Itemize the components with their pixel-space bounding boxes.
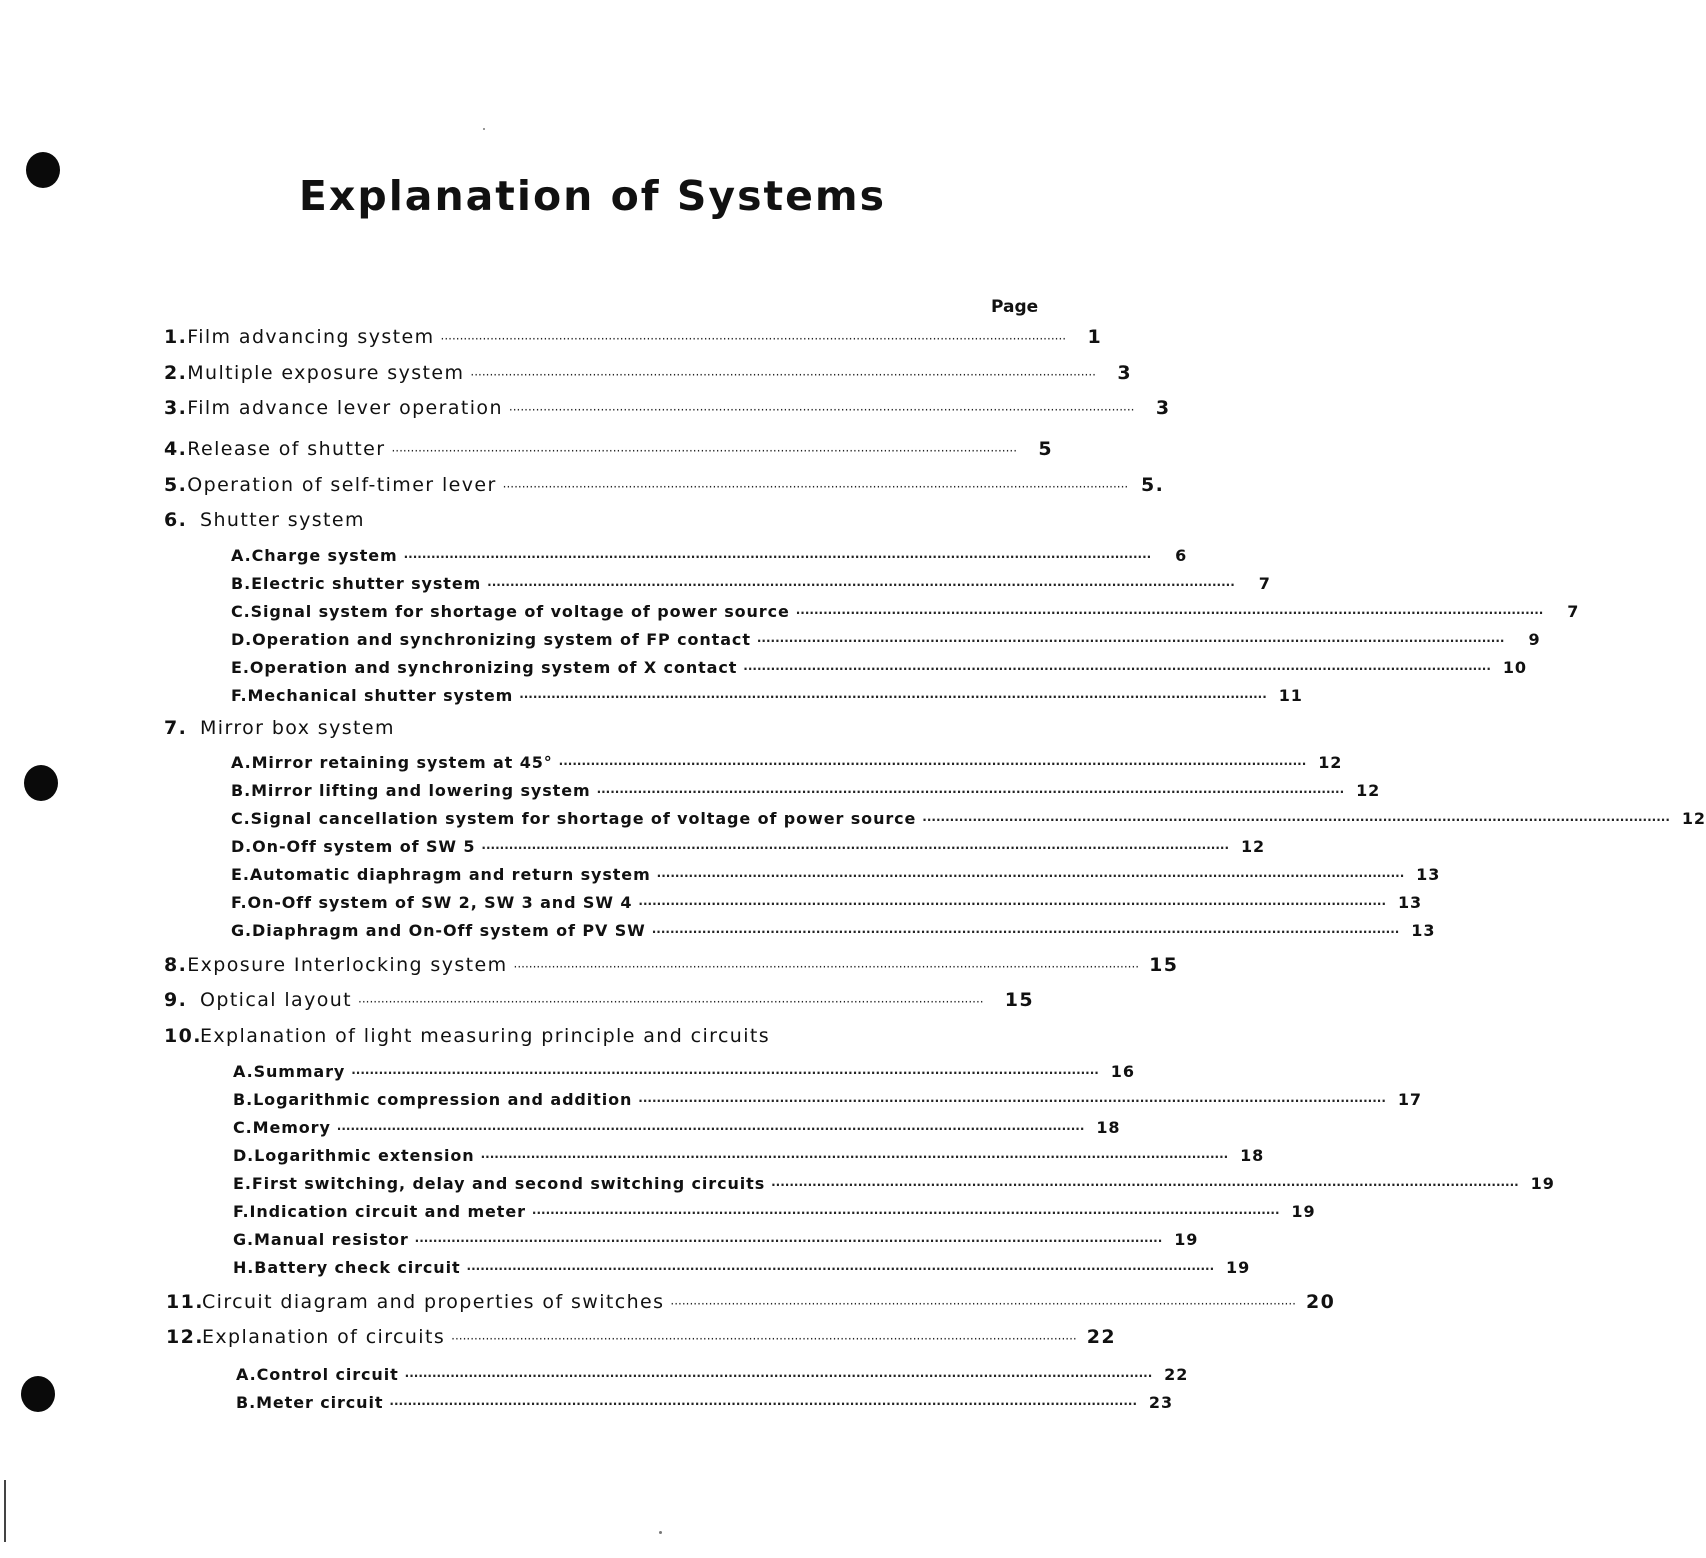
entry-title: Mirror retaining system at 45° (251, 753, 553, 772)
toc-subentry (231, 630, 1541, 649)
entry-title: Logarithmic compression and addition (253, 1090, 633, 1109)
entry-title: On-Off system of SW 5 (252, 837, 476, 856)
entry-number: F. (231, 893, 248, 912)
toc-subentry (231, 574, 1271, 593)
toc-section-heading (164, 1025, 1034, 1047)
toc-entry (164, 397, 1171, 419)
dot-leader: ···································································································································································· (502, 480, 1129, 494)
entry-title: Release of shutter (187, 438, 386, 460)
page-column-header: Page (991, 297, 1039, 317)
entry-number: C. (233, 1118, 253, 1137)
dot-leader: ···································································································································································· (508, 403, 1135, 417)
entry-page: 11 (1278, 686, 1303, 705)
entry-title: Logarithmic extension (254, 1146, 475, 1165)
entry-page: 10 (1502, 658, 1527, 677)
entry-number: E. (231, 658, 250, 677)
entry-page: 12 (1356, 781, 1381, 800)
toc-subentry (231, 893, 1423, 912)
toc-subentry (233, 1090, 1422, 1109)
toc-entry (164, 362, 1132, 384)
dot-leader: ···································································································································································· (480, 1150, 1229, 1164)
toc-subentry (231, 865, 1441, 884)
entry-number: 11. (166, 1291, 204, 1313)
entry-number: F. (231, 686, 248, 705)
entry-page: 7 (1567, 602, 1580, 621)
entry-title: Charge system (251, 546, 398, 565)
entry-number: B. (236, 1393, 257, 1412)
dot-leader: ···································································································································································· (351, 1066, 1099, 1080)
dot-leader: ···································································································································································· (596, 785, 1345, 799)
entry-title: Operation and synchronizing system of FP contact (252, 630, 751, 649)
entry-title: Diaphragm and On-Off system of PV SW (252, 921, 646, 940)
toc-entry (164, 989, 1034, 1011)
entry-page: 6 (1175, 546, 1188, 565)
toc-subentry (231, 686, 1303, 705)
toc-subentry (231, 921, 1436, 940)
entry-number: 6. (164, 509, 188, 531)
entry-title: Circuit diagram and properties of switches (202, 1291, 665, 1313)
toc-section-heading (164, 717, 1034, 739)
toc-subentry (231, 781, 1381, 800)
entry-page: 19 (1226, 1258, 1251, 1277)
entry-page: 13 (1416, 865, 1441, 884)
toc-entry (164, 474, 1165, 496)
entry-number: 5. (164, 474, 188, 496)
entry-page: 13 (1397, 893, 1423, 912)
toc-entry (166, 1291, 1336, 1313)
dot-leader: ···································································································································································· (531, 1206, 1280, 1220)
entry-title: First switching, delay and second switching circuits (251, 1174, 766, 1193)
toc-subentry (233, 1202, 1316, 1221)
entry-number: 3. (164, 397, 188, 419)
entry-page: 22 (1086, 1326, 1116, 1348)
dot-leader: ···································································································································································· (358, 995, 984, 1009)
entry-page: 9 (1528, 630, 1541, 649)
toc-subentry (231, 753, 1343, 772)
entry-title: Memory (252, 1118, 331, 1137)
entry-page: 7 (1258, 574, 1271, 593)
entry-title: Film advance lever operation (187, 397, 503, 419)
toc-entry (164, 326, 1103, 348)
entry-title: Summary (253, 1062, 346, 1081)
entry-title: Signal system for shortage of voltage of power source (250, 602, 790, 621)
entry-title: Mechanical shutter system (247, 686, 514, 705)
dot-leader: ···································································································································································· (756, 634, 1505, 648)
toc-subentry (231, 809, 1706, 828)
entry-page: 12 (1318, 753, 1343, 772)
dot-leader: ···································································································································································· (403, 550, 1152, 564)
entry-page: 22 (1164, 1365, 1189, 1384)
entry-title: Mirror lifting and lowering system (251, 781, 591, 800)
entry-page: 3 (1117, 362, 1132, 384)
entry-page: 16 (1110, 1062, 1135, 1081)
toc-subentry (231, 602, 1580, 621)
dot-leader: ···································································································································································· (743, 662, 1491, 676)
toc-subentry (231, 837, 1266, 856)
entry-number: E. (233, 1174, 252, 1193)
entry-number: E. (231, 865, 250, 884)
dot-leader: ···································································································································································· (795, 606, 1544, 620)
dot-leader: ···································································································································································· (404, 1369, 1153, 1383)
entry-page: 18 (1240, 1146, 1265, 1165)
dot-leader: ···································································································································································· (470, 368, 1096, 382)
dot-leader: ···································································································································································· (487, 578, 1235, 592)
entry-number: B. (231, 781, 252, 800)
entry-number: 7. (164, 717, 188, 739)
entry-title: Indication circuit and meter (249, 1202, 526, 1221)
entry-page: 12 (1681, 809, 1706, 828)
entry-number: H. (233, 1258, 255, 1277)
entry-title: Operation and synchronizing system of X contact (249, 658, 738, 677)
dot-leader: ···································································································································································· (638, 1094, 1386, 1108)
toc-entry (164, 954, 1179, 976)
dot-leader: ···································································································································································· (638, 897, 1387, 911)
binder-hole-bottom (21, 1376, 55, 1412)
entry-number: 12. (166, 1326, 204, 1348)
entry-page: 20 (1306, 1291, 1336, 1313)
entry-title: Explanation of light measuring principle and circuits (200, 1025, 771, 1047)
toc-subentry (233, 1146, 1265, 1165)
scan-edge-line (4, 1480, 6, 1542)
entry-number: A. (231, 546, 252, 565)
toc-subentry (233, 1258, 1251, 1277)
entry-number: B. (231, 574, 252, 593)
toc-entry (164, 438, 1054, 460)
entry-page: 5 (1038, 438, 1054, 460)
entry-number: D. (231, 837, 253, 856)
entry-page: 18 (1096, 1118, 1121, 1137)
entry-title: Manual resistor (254, 1230, 409, 1249)
dot-leader: ···································································································································································· (414, 1234, 1163, 1248)
dot-leader: ···································································································································································· (440, 332, 1067, 346)
entry-page: 19 (1174, 1230, 1199, 1249)
entry-page: 23 (1148, 1393, 1173, 1412)
entry-number: A. (236, 1365, 257, 1384)
toc-subentry (233, 1174, 1555, 1193)
dot-leader: ···································································································································································· (513, 960, 1140, 974)
toc-subentry (231, 658, 1527, 677)
dot-leader: ···································································································································································· (651, 925, 1400, 939)
entry-number: C. (231, 809, 251, 828)
dot-leader: ···································································································································································· (451, 1332, 1077, 1346)
entry-page: 15 (1149, 954, 1179, 976)
entry-title: Signal cancellation system for shortage of voltage of power source (250, 809, 917, 828)
entry-number: G. (231, 921, 253, 940)
entry-title: Mirror box system (200, 717, 395, 739)
entry-number: F. (233, 1202, 250, 1221)
scan-speck (659, 1531, 662, 1534)
entry-title: Control circuit (256, 1365, 399, 1384)
entry-page: 1 (1087, 326, 1103, 348)
page-title: Explanation of Systems (298, 172, 887, 220)
entry-page: 5. (1141, 474, 1165, 496)
entry-title: Explanation of circuits (202, 1326, 446, 1348)
entry-title: Multiple exposure system (187, 362, 465, 384)
entry-page: 19 (1291, 1202, 1316, 1221)
dot-leader: ···································································································································································· (656, 869, 1405, 883)
entry-number: D. (231, 630, 253, 649)
entry-number: 1. (164, 326, 188, 348)
toc-subentry (236, 1365, 1189, 1384)
entry-page: 15 (1004, 989, 1034, 1011)
dot-leader: ···································································································································································· (481, 841, 1230, 855)
entry-title: Meter circuit (256, 1393, 384, 1412)
entry-number: 4. (164, 438, 188, 460)
entry-page: 19 (1530, 1174, 1555, 1193)
entry-page: 13 (1411, 921, 1436, 940)
entry-title: Battery check circuit (254, 1258, 461, 1277)
toc-entry (166, 1326, 1116, 1348)
entry-number: 8. (164, 954, 188, 976)
entry-number: B. (233, 1090, 254, 1109)
dot-leader: ···································································································································································· (670, 1297, 1296, 1311)
entry-page: 17 (1397, 1090, 1422, 1109)
entry-number: 9. (164, 989, 188, 1011)
dot-leader: ···································································································································································· (771, 1178, 1519, 1192)
entry-title: Exposure Interlocking system (187, 954, 508, 976)
entry-number: 10. (164, 1025, 202, 1047)
entry-title: Film advancing system (187, 326, 435, 348)
entry-title: Automatic diaphragm and return system (249, 865, 651, 884)
toc-subentry (233, 1230, 1199, 1249)
dot-leader: ···································································································································································· (519, 690, 1267, 704)
entry-number: D. (233, 1146, 255, 1165)
toc-section-heading (164, 509, 1034, 531)
dot-leader: ···································································································································································· (922, 813, 1670, 827)
dot-leader: ···································································································································································· (558, 757, 1307, 771)
entry-number: 2. (164, 362, 188, 384)
scan-speck (483, 128, 485, 130)
dot-leader: ···································································································································································· (389, 1397, 1137, 1411)
entry-number: C. (231, 602, 251, 621)
dot-leader: ···································································································································································· (336, 1122, 1085, 1136)
entry-number: G. (233, 1230, 255, 1249)
toc-subentry (233, 1118, 1121, 1137)
toc-subentry (231, 546, 1188, 565)
entry-number: A. (231, 753, 252, 772)
entry-title: Shutter system (200, 509, 365, 531)
binder-hole-middle (24, 765, 58, 801)
entry-title: Operation of self-timer lever (187, 474, 497, 496)
entry-title: Optical layout (200, 989, 353, 1011)
entry-number: A. (233, 1062, 254, 1081)
entry-page: 3 (1155, 397, 1171, 419)
entry-page: 12 (1240, 837, 1266, 856)
toc-subentry (236, 1393, 1173, 1412)
entry-title: On-Off system of SW 2, SW 3 and SW 4 (247, 893, 633, 912)
toc-subentry (233, 1062, 1135, 1081)
entry-title: Electric shutter system (251, 574, 482, 593)
dot-leader: ···································································································································································· (466, 1262, 1215, 1276)
dot-leader: ···································································································································································· (391, 444, 1018, 458)
